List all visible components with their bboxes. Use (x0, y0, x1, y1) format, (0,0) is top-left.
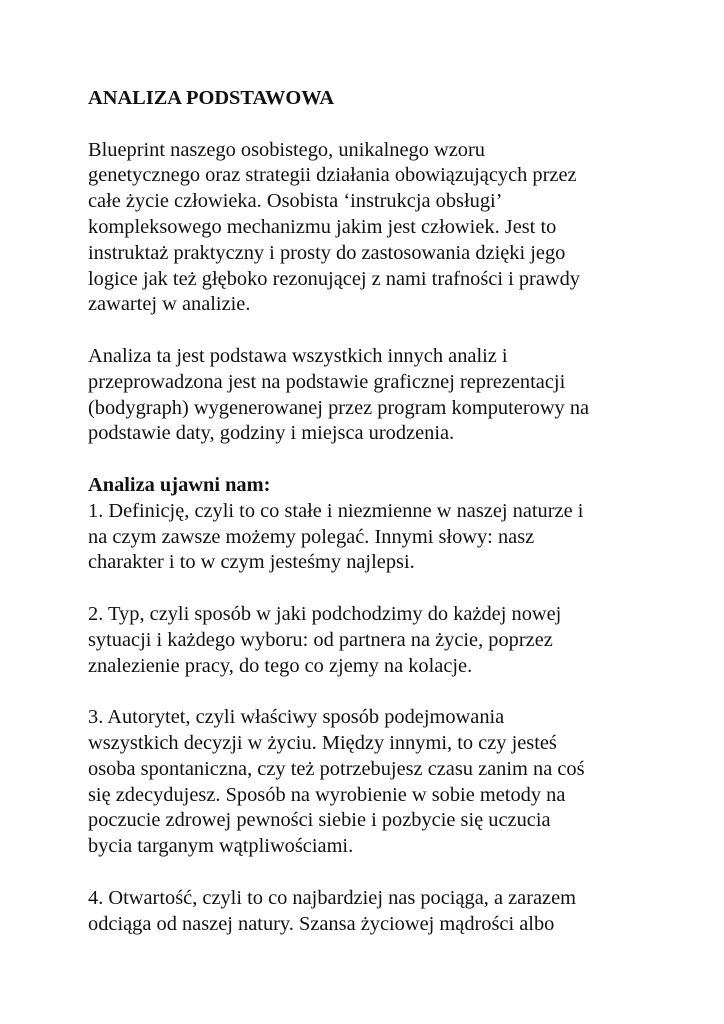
intro-paragraph (88, 138, 648, 319)
text-line: 4. Otwartość, czyli to co najbardziej nas pociąga, a zarazem (88, 886, 577, 909)
text-line: charakter i to w czym jesteśmy najlepsi. (88, 551, 415, 574)
list-item-openness (88, 886, 648, 938)
text-line: 1. Definicję, czyli to co stałe i niezmienne w naszej naturze i (88, 499, 584, 522)
text-line: na czym zawsze możemy polegać. Innymi słowy: nasz (88, 525, 535, 548)
basis-paragraph (88, 344, 648, 447)
text-line: zawartej w analizie. (88, 293, 251, 316)
text-line: odciąga od naszej natury. Szansa życiowej mądrości albo (88, 912, 555, 935)
list-item-authority (88, 705, 648, 860)
list-item-type (88, 602, 648, 679)
text-line: instruktaż praktyczny i prosty do zastosowania dzięki jego (88, 241, 566, 264)
text-line: przeprowadzona jest na podstawie graficznej reprezentacji (88, 370, 566, 393)
text-line: się zdecydujesz. Sposób na wyrobienie w sobie metody na (88, 783, 566, 806)
document-page (88, 86, 648, 963)
list-item-definition (88, 473, 648, 576)
section-subheading: Analiza ujawni nam: (88, 473, 271, 496)
text-line: poczucie zdrowej pewności siebie i pozbycie się uczucia (88, 809, 551, 832)
text-line: 3. Autorytet, czyli właściwy sposób podejmowania (88, 706, 505, 729)
text-line: Blueprint naszego osobistego, unikalnego wzoru (88, 138, 485, 161)
text-line: podstawie daty, godziny i miejsca urodzenia. (88, 422, 455, 445)
text-line: kompleksowego mechanizmu jakim jest człowiek. Jest to (88, 215, 557, 238)
text-line: logice jak też głęboko rezonującej z nami trafności i prawdy (88, 267, 581, 290)
text-line: sytuacji i każdego wyboru: od partnera na życie, poprzez (88, 628, 553, 651)
text-line: Analiza ta jest podstawa wszystkich innych analiz i (88, 344, 508, 367)
text-line: (bodygraph) wygenerowanej przez program komputerowy na (88, 396, 590, 419)
text-line: znalezienie pracy, do tego co zjemy na kolacje. (88, 654, 473, 677)
document-title: ANALIZA PODSTAWOWA (88, 87, 335, 109)
text-line: 2. Typ, czyli sposób w jaki podchodzimy do każdej nowej (88, 602, 562, 625)
text-line: bycia targanym wątpliwościami. (88, 835, 354, 858)
text-line: genetycznego oraz strategii działania obowiązujących przez (88, 164, 577, 187)
text-line: osoba spontaniczna, czy też potrzebujesz czasu zanim na coś (88, 757, 585, 780)
text-line: całe życie człowieka. Osobista ‘instrukcja obsługi’ (88, 190, 503, 213)
text-line: wszystkich decyzji w życiu. Między innymi, to czy jesteś (88, 731, 557, 754)
